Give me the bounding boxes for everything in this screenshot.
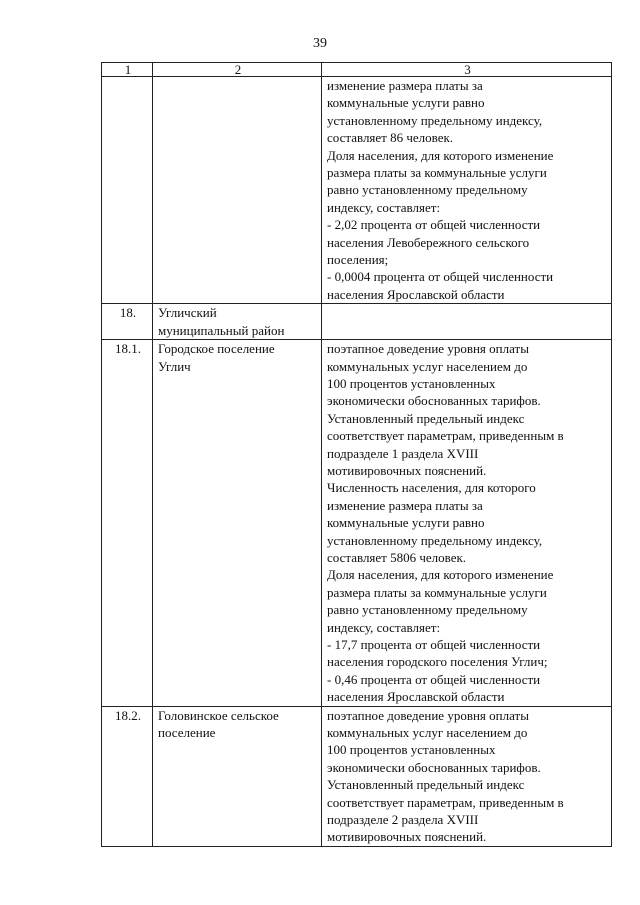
description-line: экономически обоснованных тарифов. [327, 759, 541, 775]
description-line: населения Левобережного сельского [327, 234, 530, 250]
description-line: Доля населения, для которого изменение [327, 567, 554, 583]
table-row [102, 340, 612, 707]
name-line: Головинское сельское [158, 707, 279, 723]
description-line: равно установленному предельному [327, 602, 528, 618]
description-line: Установленный предельный индекс [327, 410, 525, 426]
description-line: мотивировочных пояснений. [327, 462, 487, 478]
municipality-name [153, 77, 322, 304]
description-line: мотивировочных пояснений. [327, 829, 487, 845]
description-line: 100 процентов установленных [327, 375, 496, 391]
description-line: - 0,0004 процента от общей численности [327, 269, 554, 285]
description-line: - 17,7 процента от общей численности [327, 637, 541, 652]
description [322, 304, 612, 340]
description-line: экономически обоснованных тарифов. [327, 393, 541, 409]
name-line: поселение [158, 725, 216, 741]
description-line: коммунальных услуг населением до [327, 725, 528, 741]
description-line: равно установленному предельному [327, 182, 528, 198]
description [322, 340, 612, 707]
description-line: соответствует параметрам, приведенным в [327, 428, 564, 444]
table-row [102, 304, 612, 340]
row-number: 18.2. [102, 706, 153, 846]
description-line: населения Ярославской области [327, 286, 505, 302]
description [322, 706, 612, 846]
description-line: населения Ярославской области [327, 689, 505, 705]
page-number: 39 [313, 36, 327, 51]
description-line: Численность населения, для которого [327, 480, 536, 496]
municipality-name [153, 340, 322, 707]
description-line: изменение размера платы за [327, 78, 483, 93]
document-table [101, 62, 612, 847]
row-number: 18. [102, 304, 153, 340]
description-line: поэтапное доведение уровня оплаты [327, 341, 529, 357]
description-line: поселения; [327, 252, 389, 268]
description-line: установленному предельному индексу, [327, 112, 543, 128]
description-line: индексу, составляет: [327, 199, 441, 215]
name-line: Углич [158, 358, 191, 374]
row-number [102, 77, 153, 304]
description-line: - 0,46 процента от общей численности [327, 671, 541, 687]
description-line: коммунальные услуги равно [327, 95, 485, 111]
column-header-2: 2 [153, 63, 322, 77]
description-line: - 2,02 процента от общей численности [327, 217, 541, 233]
description-line: размера платы за коммунальные услуги [327, 584, 547, 600]
description-line: соответствует параметрам, приведенным в [327, 794, 564, 810]
description-line: составляет 5806 человек. [327, 549, 467, 565]
description [322, 77, 612, 304]
table-body [102, 77, 612, 847]
description-line: Установленный предельный индекс [327, 777, 525, 793]
description-line: установленному предельному индексу, [327, 532, 543, 548]
description-line: размера платы за коммунальные услуги [327, 165, 547, 181]
description-line: 100 процентов установленных [327, 742, 496, 758]
description-line: составляет 86 человек. [327, 130, 454, 146]
description-line: поэтапное доведение уровня оплаты [327, 707, 529, 723]
description-line: подразделе 2 раздела XVIII [327, 812, 479, 828]
description-line: населения городского поселения Углич; [327, 654, 548, 670]
description-line: изменение размера платы за [327, 497, 483, 513]
column-header-1: 1 [102, 63, 153, 77]
name-line: Угличский [158, 305, 217, 321]
table-header-row [102, 63, 612, 77]
description-line: Доля населения, для которого изменение [327, 147, 554, 163]
municipality-name [153, 706, 322, 846]
description-line: индексу, составляет: [327, 619, 441, 635]
column-header-3: 3 [322, 63, 612, 77]
description-line: коммунальных услуг населением до [327, 358, 528, 374]
description-line: подразделе 1 раздела XVIII [327, 445, 479, 461]
row-number: 18.1. [102, 340, 153, 707]
name-line: муниципальный район [158, 322, 285, 338]
municipality-name [153, 304, 322, 340]
table-row [102, 77, 612, 304]
name-line: Городское поселение [158, 341, 275, 357]
description-line: коммунальные услуги равно [327, 515, 485, 531]
table-row [102, 706, 612, 846]
